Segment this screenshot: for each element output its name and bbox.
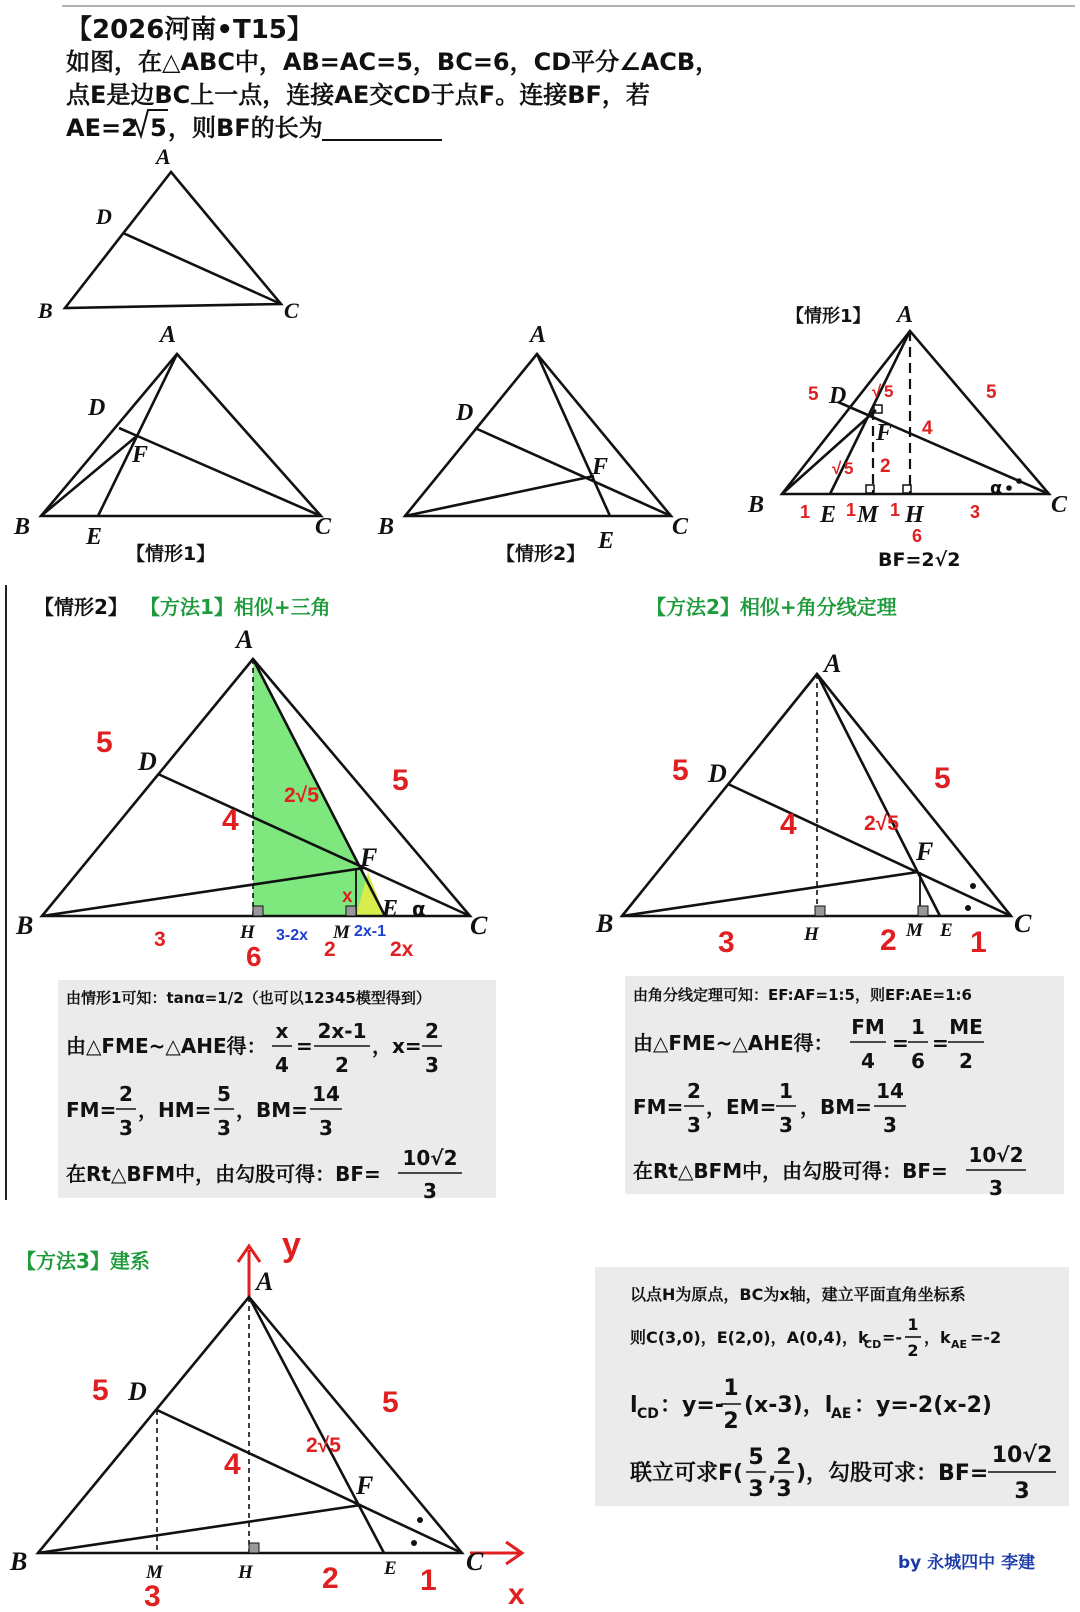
svg-text:4: 4 (861, 1049, 875, 1073)
problem-line3-root: 5 (150, 114, 167, 142)
label-C: C (315, 514, 332, 540)
method1-solution-box (58, 980, 496, 1203)
figure-method1 (15, 625, 488, 972)
m3-n2: 2 (322, 1562, 339, 1595)
label-C: C (672, 514, 689, 540)
label-E: E (86, 524, 103, 550)
case1-n5a: 5 (808, 384, 819, 405)
label-D: D (829, 383, 847, 409)
label-F: F (916, 837, 934, 866)
case1-r5a: √ (872, 382, 882, 401)
svg-text:3: 3 (423, 1179, 437, 1203)
alpha-label: α (990, 478, 1003, 499)
case1-n5c: 5 (884, 382, 894, 401)
credit: by 永城四中 李建 (898, 1553, 1036, 1573)
svg-text:由△FME~△AHE得：: 由△FME~△AHE得： (633, 1031, 834, 1055)
svg-text:14: 14 (876, 1079, 904, 1103)
svg-text:2x-1: 2x-1 (317, 1019, 367, 1043)
x-axis-label: x (508, 1578, 525, 1611)
method1-title: 【方法1】相似+三角 (140, 595, 331, 619)
svg-text:2: 2 (959, 1049, 973, 1073)
svg-text:10√2: 10√2 (991, 1443, 1053, 1468)
m2-n5a: 5 (672, 754, 689, 787)
case2-title: 【情形2】 (34, 595, 128, 619)
m3-n4: 4 (224, 1448, 241, 1481)
svg-text:2: 2 (723, 1409, 739, 1434)
case1-r5b: √ (832, 459, 842, 478)
m2-n1: 1 (970, 926, 987, 959)
svg-text:由角分线定理可知：EF:AF=1:5，则EF:AE=1:6: 由角分线定理可知：EF:AF=1:5，则EF:AE=1:6 (633, 986, 972, 1004)
label-D: D (456, 400, 474, 426)
method3-title: 【方法3】建系 (16, 1249, 150, 1273)
svg-text:FM=: FM= (633, 1095, 684, 1119)
label-H: H (905, 502, 924, 528)
label-B: B (10, 1547, 28, 1576)
svg-text:1: 1 (779, 1079, 793, 1103)
m2-n4: 4 (780, 808, 797, 841)
label-A: A (236, 625, 254, 654)
problem-source: 【2026河南•T15】 (66, 15, 313, 45)
figure-case2 (377, 322, 689, 565)
label-B: B (16, 911, 34, 940)
figure-case1 (13, 322, 332, 565)
case1-n1c: 1 (890, 500, 901, 520)
problem-line1: 如图，在△ABC中，AB=AC=5，BC=6，CD平分∠ACB， (66, 48, 720, 76)
svg-text:，x=: ，x= (372, 1034, 422, 1058)
svg-text:CD: CD (864, 1338, 882, 1351)
label-E: E (384, 1558, 397, 1579)
label-E: E (940, 920, 953, 941)
label-D: D (96, 204, 112, 229)
label-B: B (596, 909, 614, 938)
svg-text:10√2: 10√2 (968, 1143, 1024, 1167)
method3-solution-box (595, 1267, 1069, 1506)
label-B: B (14, 514, 31, 540)
case1-n4: 4 (922, 418, 933, 439)
svg-text:：y=-: ：y=- (660, 1393, 724, 1418)
svg-text:1: 1 (723, 1376, 739, 1401)
svg-text:l: l (630, 1393, 638, 1418)
svg-text:14: 14 (312, 1082, 340, 1106)
m1-n4: 4 (222, 804, 239, 837)
m2-n2: 2 (880, 924, 897, 957)
svg-text:以点H为原点，BC为x轴，建立平面直角坐标系: 以点H为原点，BC为x轴，建立平面直角坐标系 (630, 1285, 966, 1304)
label-F: F (592, 454, 609, 480)
svg-text:2: 2 (907, 1341, 919, 1360)
label-D: D (88, 395, 106, 421)
problem-line3-post: ，则BF的长为 (168, 114, 323, 142)
svg-text:2: 2 (335, 1053, 349, 1077)
label-A: A (530, 322, 547, 348)
label-A: A (256, 1267, 274, 1296)
label-H: H (238, 1562, 253, 1583)
label-D: D (138, 747, 157, 776)
svg-text:3: 3 (776, 1477, 792, 1502)
caption-case2: 【情形2】 (496, 543, 586, 565)
alpha-label: α (412, 897, 426, 921)
svg-text:3: 3 (1014, 1479, 1030, 1504)
svg-text:6: 6 (911, 1049, 925, 1073)
svg-text:2: 2 (425, 1019, 439, 1043)
label-F: F (132, 442, 149, 468)
problem-line3-pre: AE=2 (66, 114, 138, 142)
svg-text:=: = (892, 1031, 909, 1055)
svg-text:3: 3 (687, 1113, 701, 1137)
svg-text:3: 3 (217, 1116, 231, 1140)
svg-text:3: 3 (779, 1113, 793, 1137)
svg-text:ME: ME (949, 1015, 983, 1039)
m2-n3: 3 (718, 926, 735, 959)
svg-text:=: = (296, 1034, 313, 1058)
y-axis-label: y (282, 1226, 301, 1264)
label-A: A (160, 322, 177, 348)
label-C: C (1014, 909, 1032, 938)
svg-text:=-: =- (882, 1328, 903, 1347)
svg-text:2: 2 (776, 1445, 792, 1470)
svg-text:,: , (768, 1461, 777, 1486)
m3-n5a: 5 (92, 1374, 109, 1407)
method2-solution-box (625, 976, 1064, 1200)
svg-text:)，勾股可求：BF=: )，勾股可求：BF= (796, 1461, 989, 1486)
m3-n1: 1 (420, 1564, 437, 1597)
case1-result: BF=2√2 (878, 549, 961, 571)
label-F: F (356, 1471, 374, 1500)
label-A: A (824, 649, 842, 678)
svg-text:，BM=: ，BM= (236, 1098, 308, 1122)
m1-2x: 2x (390, 938, 414, 961)
label-C: C (470, 911, 488, 940)
label-C: C (284, 298, 299, 323)
case1-n3: 3 (970, 502, 981, 522)
label-B: B (378, 514, 395, 540)
m1-line2-pre: 由△FME~△AHE得： (66, 1034, 267, 1058)
svg-text:=-2: =-2 (970, 1328, 1002, 1347)
label-D: D (708, 759, 727, 788)
label-F: F (360, 843, 378, 872)
figure-original (37, 144, 299, 323)
svg-text:AE: AE (831, 1406, 852, 1422)
svg-text:AE: AE (951, 1338, 968, 1351)
svg-text:2: 2 (119, 1082, 133, 1106)
case1-n2: 2 (880, 456, 891, 477)
m1-3-2x: 3-2x (276, 927, 309, 944)
m1-n2: 2 (324, 938, 336, 961)
svg-text:4: 4 (275, 1053, 289, 1077)
figure-method2 (595, 649, 1032, 959)
label-B: B (38, 298, 53, 323)
m3-n5b: 5 (382, 1386, 399, 1419)
svg-text:则C(3,0)，E(2,0)，A(0,4)，k: 则C(3,0)，E(2,0)，A(0,4)，k (630, 1328, 869, 1347)
svg-text:：y=-2(x-2): ：y=-2(x-2) (854, 1393, 992, 1418)
m1-n5b: 5 (392, 764, 409, 797)
caption-case1: 【情形1】 (126, 543, 216, 565)
case1-n1b: 1 (846, 500, 857, 520)
case1-n5b: 5 (986, 382, 997, 403)
case1-n5d: 5 (844, 459, 854, 478)
case1-n6: 6 (912, 526, 923, 546)
svg-text:CD: CD (637, 1406, 659, 1422)
label-H: H (240, 922, 255, 943)
m1-n3: 3 (154, 928, 166, 951)
label-E: E (820, 502, 837, 528)
svg-text:10√2: 10√2 (402, 1146, 458, 1170)
m1-n5a: 5 (96, 726, 113, 759)
svg-text:3: 3 (883, 1113, 897, 1137)
svg-text:在Rt△BFM中，由勾股可得：BF=: 在Rt△BFM中，由勾股可得：BF= (66, 1162, 381, 1186)
svg-text:FM=: FM= (66, 1098, 117, 1122)
label-H: H (804, 924, 819, 945)
label-E: E (382, 896, 399, 922)
label-B: B (748, 492, 765, 518)
svg-text:，EM=: ，EM= (706, 1095, 777, 1119)
m1-2r5: 2√5 (284, 784, 319, 807)
label-M: M (857, 502, 879, 528)
m3-2r5: 2√5 (306, 1434, 341, 1457)
figure-case1-detail (747, 302, 1068, 571)
m1-2x-1: 2x-1 (354, 923, 387, 940)
m3-n3: 3 (144, 1580, 161, 1612)
label-M: M (146, 1562, 163, 1583)
label-M: M (906, 920, 923, 941)
svg-text:3: 3 (319, 1116, 333, 1140)
svg-text:1: 1 (907, 1315, 919, 1334)
caption-case1-title: 【情形1】 (786, 306, 871, 327)
label-A: A (897, 302, 914, 328)
label-F: F (876, 420, 893, 446)
label-C: C (466, 1547, 484, 1576)
svg-text:3: 3 (989, 1176, 1003, 1200)
svg-text:在Rt△BFM中，由勾股可得：BF=: 在Rt△BFM中，由勾股可得：BF= (633, 1159, 948, 1183)
svg-text:，HM=: ，HM= (138, 1098, 212, 1122)
svg-text:，BM=: ，BM= (800, 1095, 872, 1119)
label-C: C (1051, 492, 1068, 518)
svg-text:联立可求F(: 联立可求F( (630, 1461, 744, 1486)
svg-text:，k: ，k (924, 1328, 951, 1347)
m1-x: x (342, 886, 353, 907)
svg-text:(x-3)，l: (x-3)，l (744, 1393, 833, 1418)
svg-text:x: x (275, 1019, 289, 1043)
case1-n1a: 1 (800, 502, 811, 522)
problem-line2: 点E是边BC上一点，连接AE交CD于点F。连接BF，若 (66, 81, 650, 109)
svg-text:1: 1 (911, 1015, 925, 1039)
m1-n6: 6 (246, 941, 262, 972)
figure-method3 (9, 1226, 525, 1612)
svg-text:5: 5 (748, 1445, 764, 1470)
svg-text:5: 5 (217, 1082, 231, 1106)
svg-text:3: 3 (119, 1116, 133, 1140)
svg-text:=: = (932, 1031, 949, 1055)
m2-n5b: 5 (934, 762, 951, 795)
label-E: E (598, 528, 615, 554)
svg-text:3: 3 (425, 1053, 439, 1077)
label-A: A (156, 144, 171, 169)
method2-title: 【方法2】相似+角分线定理 (646, 595, 897, 619)
svg-text:2: 2 (687, 1079, 701, 1103)
label-D: D (128, 1377, 147, 1406)
label-M: M (333, 922, 350, 943)
svg-text:3: 3 (748, 1477, 764, 1502)
m1-line1: 由情形1可知：tanα=1/2（也可以12345模型得到） (66, 989, 431, 1007)
svg-text:FM: FM (851, 1015, 885, 1039)
m2-2r5: 2√5 (864, 812, 899, 835)
